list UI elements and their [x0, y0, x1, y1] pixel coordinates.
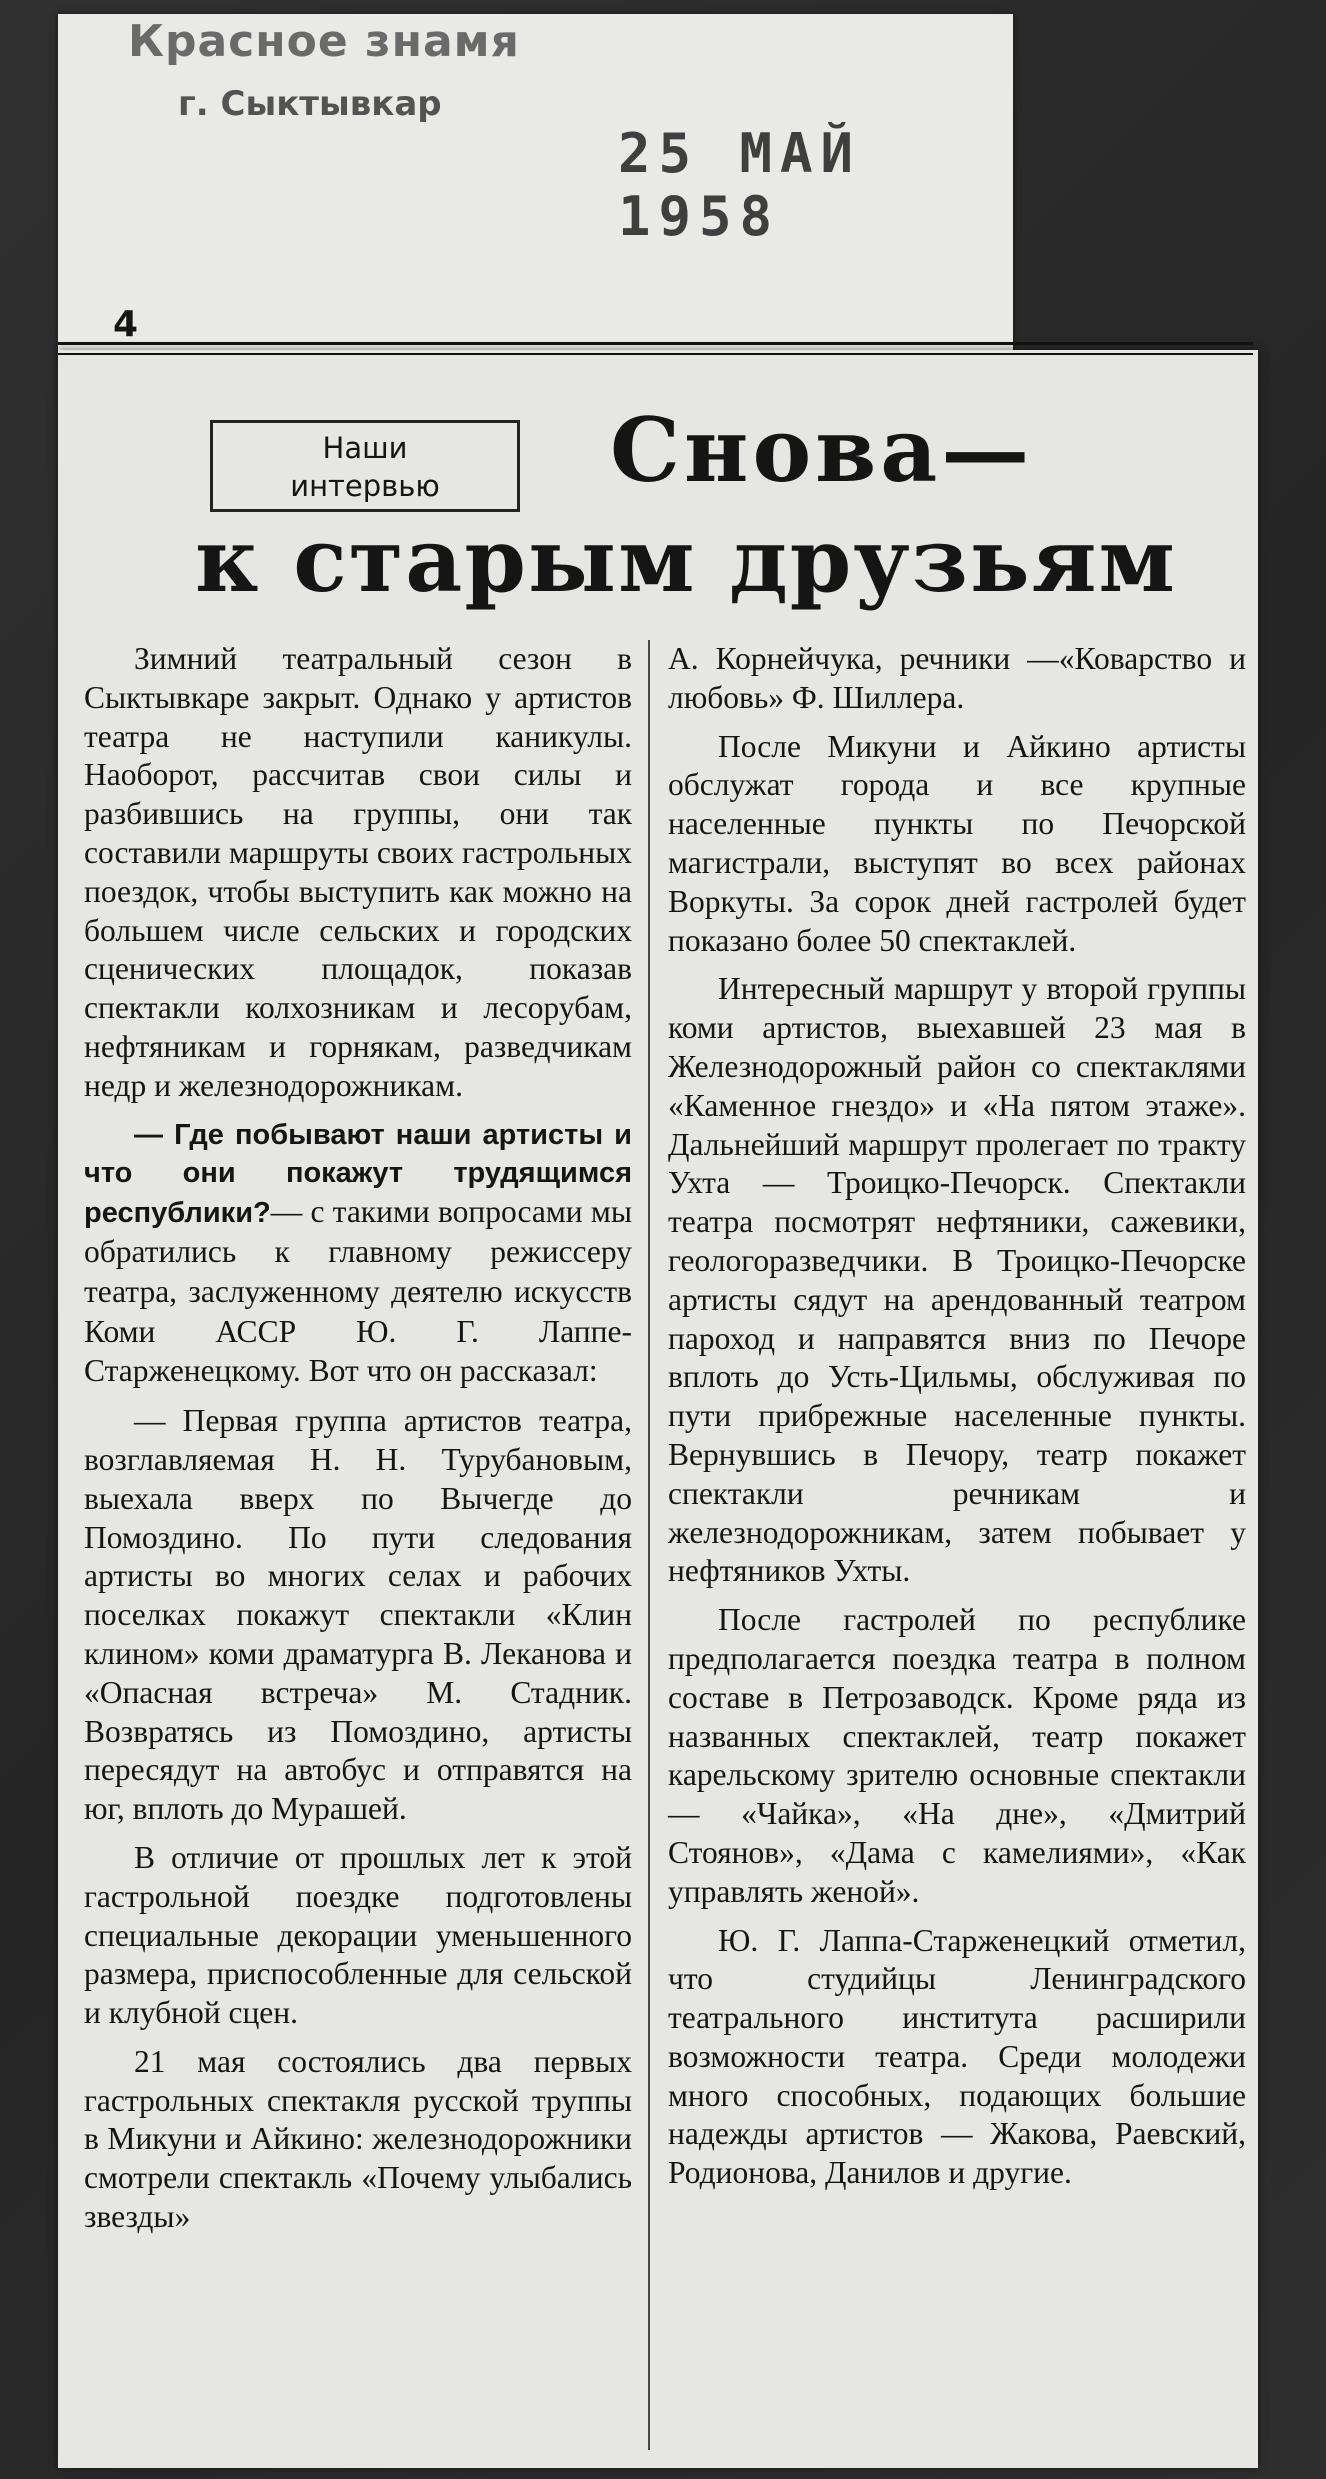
paragraph: После Микуни и Айкино артисты обслужат города и все крупные населенные пункты по Печорской магистрали, выступят во всех районах Воркуты. За сорок дней гастролей будет показано более 50 спектаклей.: [668, 728, 1246, 958]
date-stamp: 25 МАЙ 1958: [618, 122, 862, 248]
article-left-column: [84, 640, 632, 2247]
paragraph: Зимний театральный сезон в Сыктывкаре закрыт. Однако у артистов театра не наступили каникулы. Наоборот, рассчитав свои силы и разбившись на группы, они так составили маршруты своих гастрольных поездок, чтобы выступить как можно на большем числе сельских и городских сценических площадок, показав спектакли колхозникам и лесорубам, нефтяникам и горнякам, разведчикам недр и железнодорожникам.: [84, 641, 632, 1103]
question-text: — Где побывают наши артисты и что они покажут трудящимся республики?: [84, 1118, 632, 1230]
masthead-slip: [58, 14, 1013, 354]
paragraph: Интересный маршрут у второй группы коми артистов, выехавшей 23 мая в Железнодорожный район со спектаклями «Каменное гнездо» и «На пятом этаже». Дальнейший маршрут пролегает по тракту Ухта — Троицко-Печорск. Спектакли театра посмотрят нефтяники, сажевики, геологоразведчики. В Троицко-Печорске артисты сядут на арендованный театром пароход и направятся вниз по Печоре вплоть до Усть-Цильмы, обслуживая по пути прибрежные населенные пункты. Вернувшись в Печору, театр покажет спектакли речникам и железнодорожникам, затем побывает у нефтяников Ухты.: [668, 971, 1246, 1589]
newspaper-name-stamp: Красное знамя: [128, 16, 520, 67]
page-number: 4: [113, 304, 139, 345]
paragraph: — Первая группа артистов театра, возглавляемая Н. Н. Турубановым, выехала вверх по Вычегде до Помоздино. По пути следования артисты во многих селах и рабочих поселках покажут спектакли «Клин клином» коми драматурга В. Леканова и «Опасная встреча» М. Стадник. Возвратясь из Помоздино, артисты пересядут на автобус и отправятся на юг, вплоть до Мурашей.: [84, 1403, 632, 1827]
paragraph: В отличие от прошлых лет к этой гастрольной поездке подготовлены специальные декорации уменьшенного размера, приспособленные для сельской и клубной сцен.: [84, 1839, 632, 2031]
column-divider: [648, 640, 650, 2450]
paragraph: После гастролей по республике предполагается поездка театра в полном составе в Петрозаводск. Кроме ряда из названных спектаклей, театр покажет карельскому зрителю основные спектакли — «Чайка», «На дне», «Дмитрий Стоянов», «Дама с камелиями», «Как управлять женой».: [668, 1602, 1246, 1909]
article-right-column: [668, 640, 1246, 2203]
city-stamp: г. Сыктывкар: [178, 84, 442, 124]
paragraph: 21 мая состоялись два первых гастрольных спектакля русской труппы в Микуни и Айкино: железнодорожники смотрели спектакль «Почему улыбались звезды»: [84, 2043, 632, 2235]
rubric-line1: Наши: [322, 431, 408, 465]
headline-line1: Снова—: [610, 398, 1034, 502]
paragraph: А. Корнейчука, речники —«Коварство и любовь» Ф. Шиллера.: [668, 641, 1246, 715]
rubric-line2: интервью: [290, 469, 440, 503]
header-rule: [58, 342, 1253, 355]
question-continuation: — с такими вопросами мы обратились к главному режиссеру театра, заслуженному деятелю искусств Коми АССР Ю. Г. Лаппе-Старженецкому. Вот что он рассказал:: [84, 1194, 632, 1389]
rubric-box: [210, 420, 520, 512]
headline-line2: к старым друзьям: [195, 508, 1177, 612]
question-paragraph: [84, 1116, 632, 1393]
paragraph: Ю. Г. Лаппа-Старженецкий отметил, что студийцы Ленинградского театрального института расширили возможности театра. Среди молодежи много способных, подающих большие надежды артистов — Жакова, Раевский, Родионова, Данилов и другие.: [668, 1922, 1246, 2191]
